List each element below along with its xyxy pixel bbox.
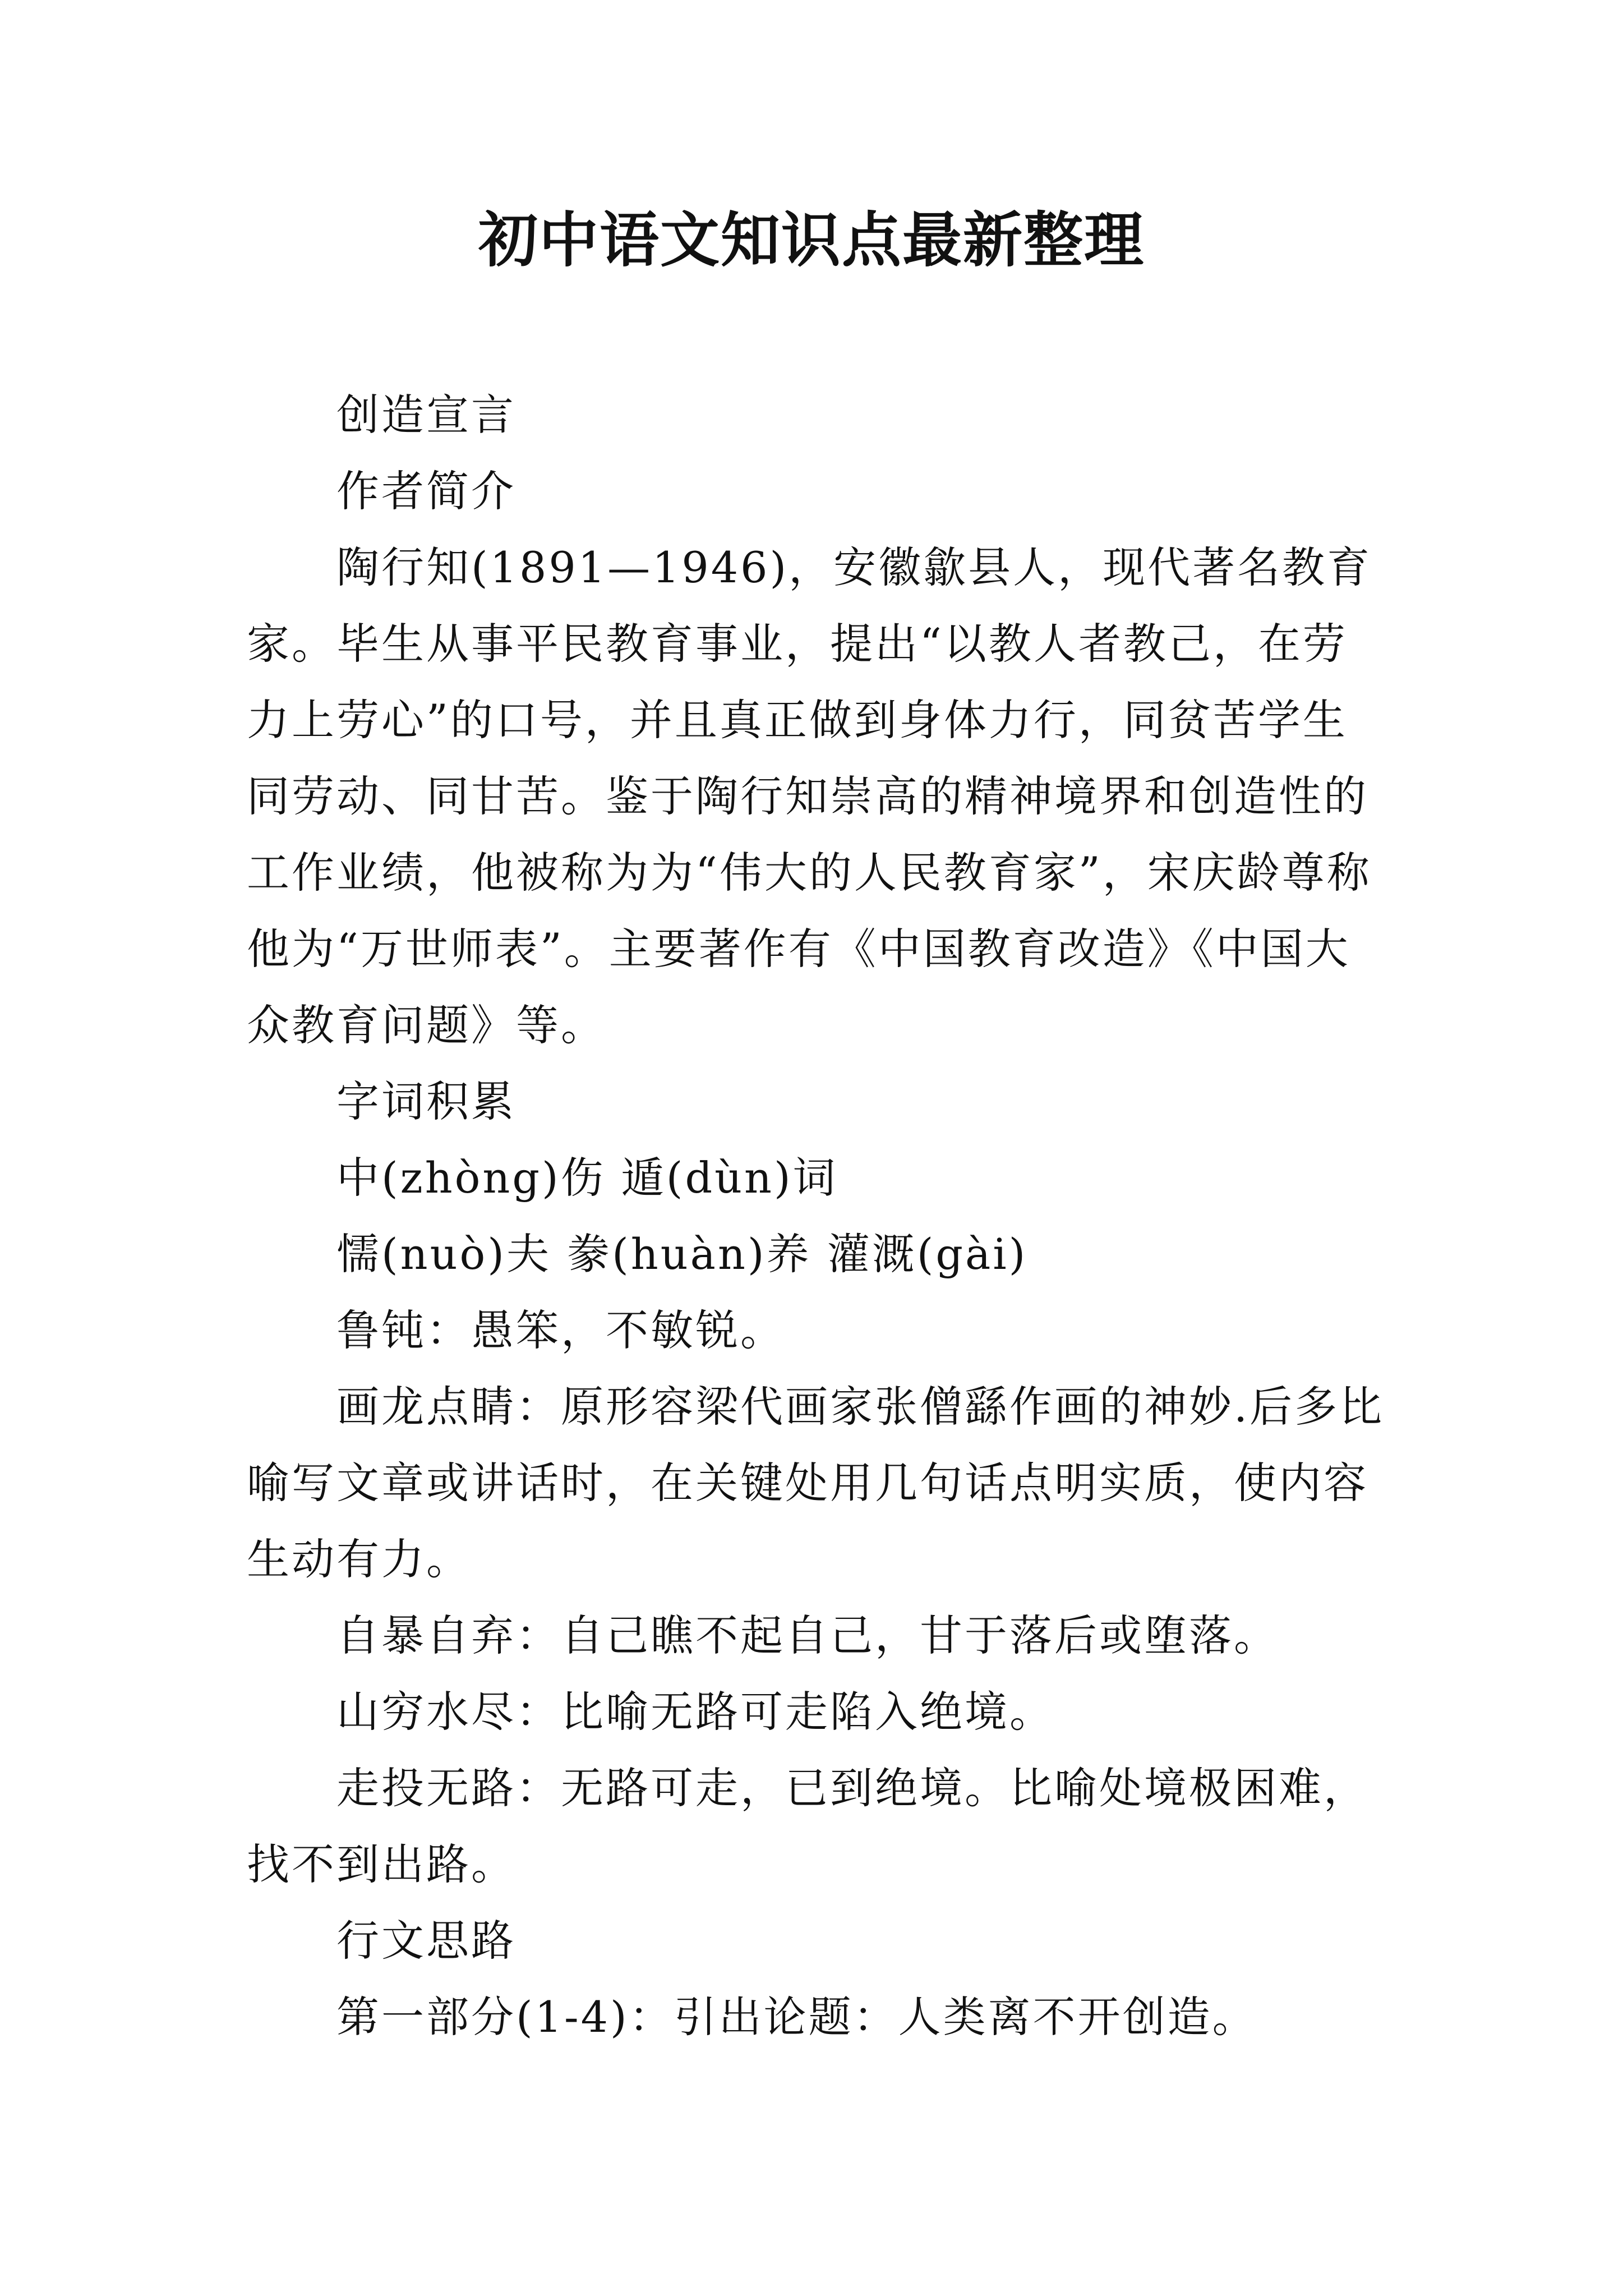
heading-creation-manifesto: 创造宣言 xyxy=(336,390,516,440)
vocab-pinyin-line-2: 懦(nuò)夫 豢(huàn)养 灌溉(gài) xyxy=(336,1229,1028,1279)
vocab-definition-zibaoziqi: 自暴自弃：自己瞧不起自己，甘于落后或堕落。 xyxy=(336,1611,1279,1660)
heading-author-intro: 作者简介 xyxy=(336,466,516,516)
vocab-pinyin-line-1: 中(zhòng)伤 遁(dùn)词 xyxy=(336,1153,838,1203)
vocab-definition-zoutouwulu: 走投无路：无路可走，已到绝境。比喻处境极困难，找不到出路。 xyxy=(247,1763,1368,1889)
document-title: 初中语文知识点最新整理 xyxy=(478,205,1145,275)
document-body xyxy=(247,377,1391,2055)
heading-vocabulary: 字词积累 xyxy=(336,1076,516,1126)
vocab-definition-shanqiongshuijin: 山穷水尽：比喻无路可走陷入绝境。 xyxy=(336,1687,1054,1737)
heading-writing-structure: 行文思路 xyxy=(336,1916,516,1966)
vocab-definition-ludun: 鲁钝：愚笨，不敏锐。 xyxy=(336,1305,785,1355)
vocab-definition-hualongdianjing: 画龙点睛：原形容梁代画家张僧繇作画的神妙.后多比喻写文章或讲话时，在关键处用几句话点明实质，使内容生动有力。 xyxy=(247,1382,1385,1584)
structure-part-one: 第一部分(1-4)：引出论题：人类离不开创造。 xyxy=(336,1992,1257,2042)
paragraph-author-bio: 陶行知(1891—1946)，安徽歙县人，现代著名教育家。毕生从事平民教育事业，提出“以教人者教己，在劳力上劳心”的口号，并且真正做到身体力行，同贫苦学生同劳动、同甘苦。鉴于陶行知崇高的精神境界和创造性的工作业绩，他被称为为“伟大的人民教育家”，宋庆龄尊称他为“万世师表”。主要著作有《中国教育改造》《中国大众教育问题》等。 xyxy=(247,542,1372,1050)
